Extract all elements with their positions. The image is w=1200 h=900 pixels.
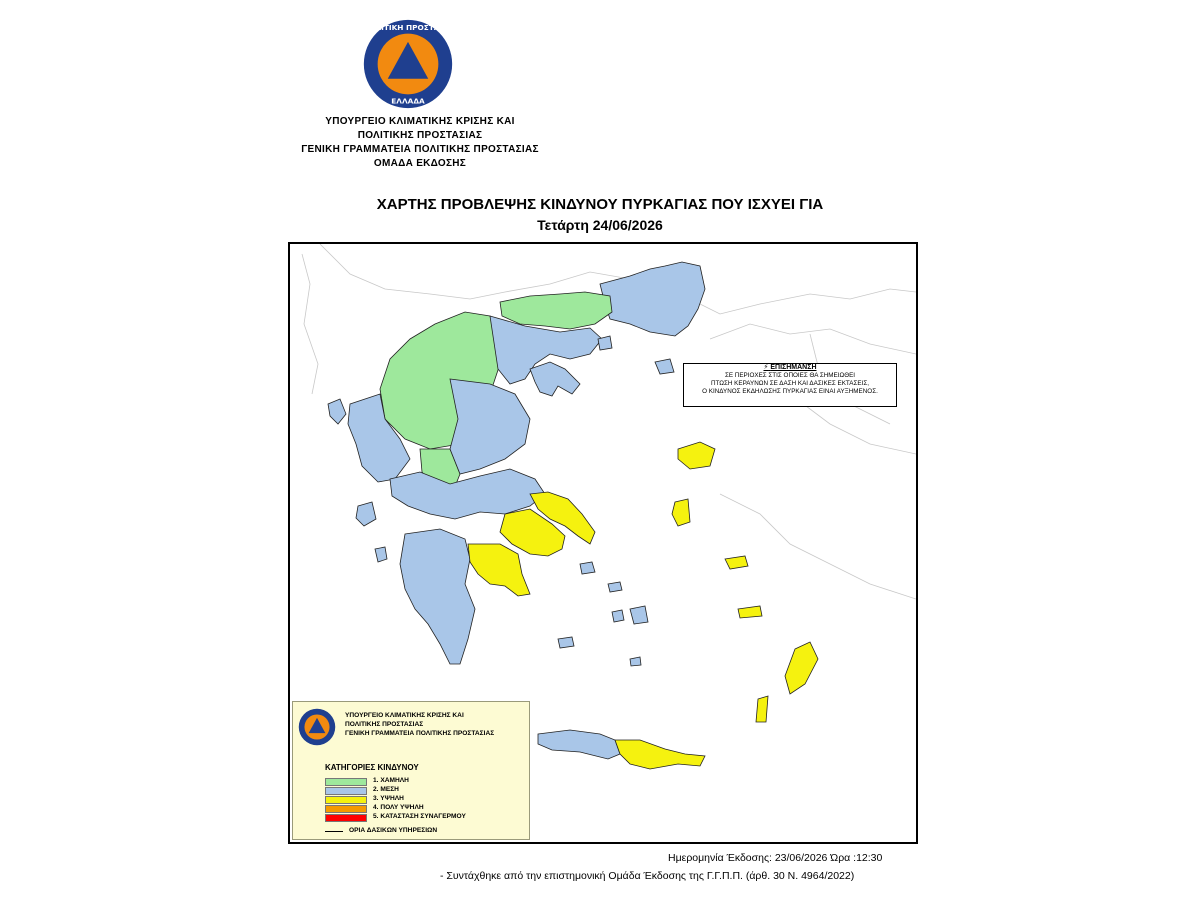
island-karpathos [756,696,768,722]
legend-title: ΚΑΤΗΓΟΡΙΕΣ ΚΙΝΔΥΝΟΥ [325,763,419,772]
region-crete-west [538,730,620,759]
island-paros [612,610,624,622]
civil-protection-logo [362,18,454,110]
island-milos [558,637,574,648]
legend-swatch-1 [325,778,367,786]
notice-title: ΕΠΙΣΗΜΑΝΣΗ [770,364,817,371]
island-thasos [598,336,612,350]
lightning-notice [683,363,897,407]
legend-swatch-4 [325,805,367,813]
island-samos [725,556,748,569]
legend-swatch-5 [325,814,367,822]
region-thessaly [450,379,530,474]
island-kefalonia [356,502,376,526]
org-line-4: ΟΜΑΔΑ ΕΚΔΟΣΗΣ [373,158,467,169]
legend-logo [298,708,336,746]
region-thrace [600,262,705,336]
logo-bottom-text: ΕΛΛΑΔΑ [391,96,425,106]
legend-swatch-3 [325,796,367,804]
notice-line-3: Ο ΚΙΝΔΥΝΟΣ ΕΚΔΗΛΩΣΗΣ ΠΥΡΚΑΓΙΑΣ ΕΙΝΑΙ ΑΥΞΗΜΕΝΟΣ. [702,388,878,395]
region-crete-east [615,740,705,769]
island-corfu [328,399,346,424]
legend-border-line [325,831,343,832]
legend-label-5: 5. ΚΑΤΑΣΤΑΣΗ ΣΥΝΑΓΕΡΜΟΥ [373,813,466,820]
island-zakynthos [375,547,387,562]
org-line-3: ΓΕΝΙΚΗ ΓΡΑΜΜΑΤΕΙΑ ΠΟΛΙΤΙΚΗΣ ΠΡΟΣΤΑΣΙΑΣ [301,144,539,155]
map-legend [292,701,530,840]
logo-ring-text: ΠΟΛΙΤΙΚΗ ΠΡΟΣΤΑΣΙΑ [362,22,454,32]
legend-org-line-2: ΠΟΛΙΤΙΚΗΣ ΠΡΟΣΤΑΣΙΑΣ [345,721,424,728]
island-andros [580,562,595,574]
legend-label-4: 4. ΠΟΛΥ ΥΨΗΛΗ [373,804,424,811]
island-chios [672,499,690,526]
org-line-2: ΠΟΛΙΤΙΚΗΣ ΠΡΟΣΤΑΣΙΑΣ [357,130,483,141]
lightning-icon: ⚡ [763,364,769,371]
map-title: ΧΑΡΤΗΣ ΠΡΟΒΛΕΨΗΣ ΚΙΝΔΥΝΟΥ ΠΥΡΚΑΓΙΑΣ ΠΟΥ ΙΣΧΥΕΙ ΓΙΑ [376,196,824,213]
issue-date: Ημερομηνία Έκδοσης: 23/06/2026 Ώρα :12:30 [668,852,883,864]
island-naxos [630,606,648,624]
legend-label-1: 1. ΧΑΜΗΛΗ [373,777,409,784]
region-argolis [468,544,530,596]
map-date: Τετάρτη 24/06/2026 [537,217,663,233]
region-peloponnese-west [400,529,475,664]
island-santorini [630,657,641,666]
island-kos [738,606,762,618]
legend-org-line-3: ΓΕΝΙΚΗ ΓΡΑΜΜΑΤΕΙΑ ΠΟΛΙΤΙΚΗΣ ΠΡΟΣΤΑΣΙΑΣ [345,730,495,737]
legend-label-3: 3. ΥΨΗΛΗ [373,795,404,802]
legend-org-line-1: ΥΠΟΥΡΓΕΙΟ ΚΛΙΜΑΤΙΚΗΣ ΚΡΙΣΗΣ ΚΑΙ [345,712,464,719]
island-lemnos [655,359,674,374]
legend-border-label: ΟΡΙΑ ΔΑΣΙΚΩΝ ΥΠΗΡΕΣΙΩΝ [349,827,438,834]
legend-label-2: 2. ΜΕΣΗ [373,786,399,793]
org-line-1: ΥΠΟΥΡΓΕΙΟ ΚΛΙΜΑΤΙΚΗΣ ΚΡΙΣΗΣ ΚΑΙ [325,116,515,127]
authorship-note: - Συντάχθηκε από την επιστημονική Ομάδα Έκδοσης της Γ.Γ.Π.Π. (άρθ. 30 Ν. 4964/2022) [440,870,855,882]
island-rhodes [785,642,818,694]
risk-map [288,242,918,844]
notice-line-2: ΠΤΩΣΗ ΚΕΡΑΥΝΩΝ ΣΕ ΔΑΣΗ ΚΑΙ ΔΑΣΙΚΕΣ ΕΚΤΑΣΕΙΣ, [711,380,869,387]
notice-line-1: ΣΕ ΠΕΡΙΟΧΕΣ ΣΤΙΣ ΟΠΟΙΕΣ ΘΑ ΣΗΜΕΙΩΘΕΙ [724,372,856,379]
island-tinos [608,582,622,592]
island-lesvos [678,442,715,469]
legend-swatch-2 [325,787,367,795]
region-chalkidiki [530,362,580,396]
